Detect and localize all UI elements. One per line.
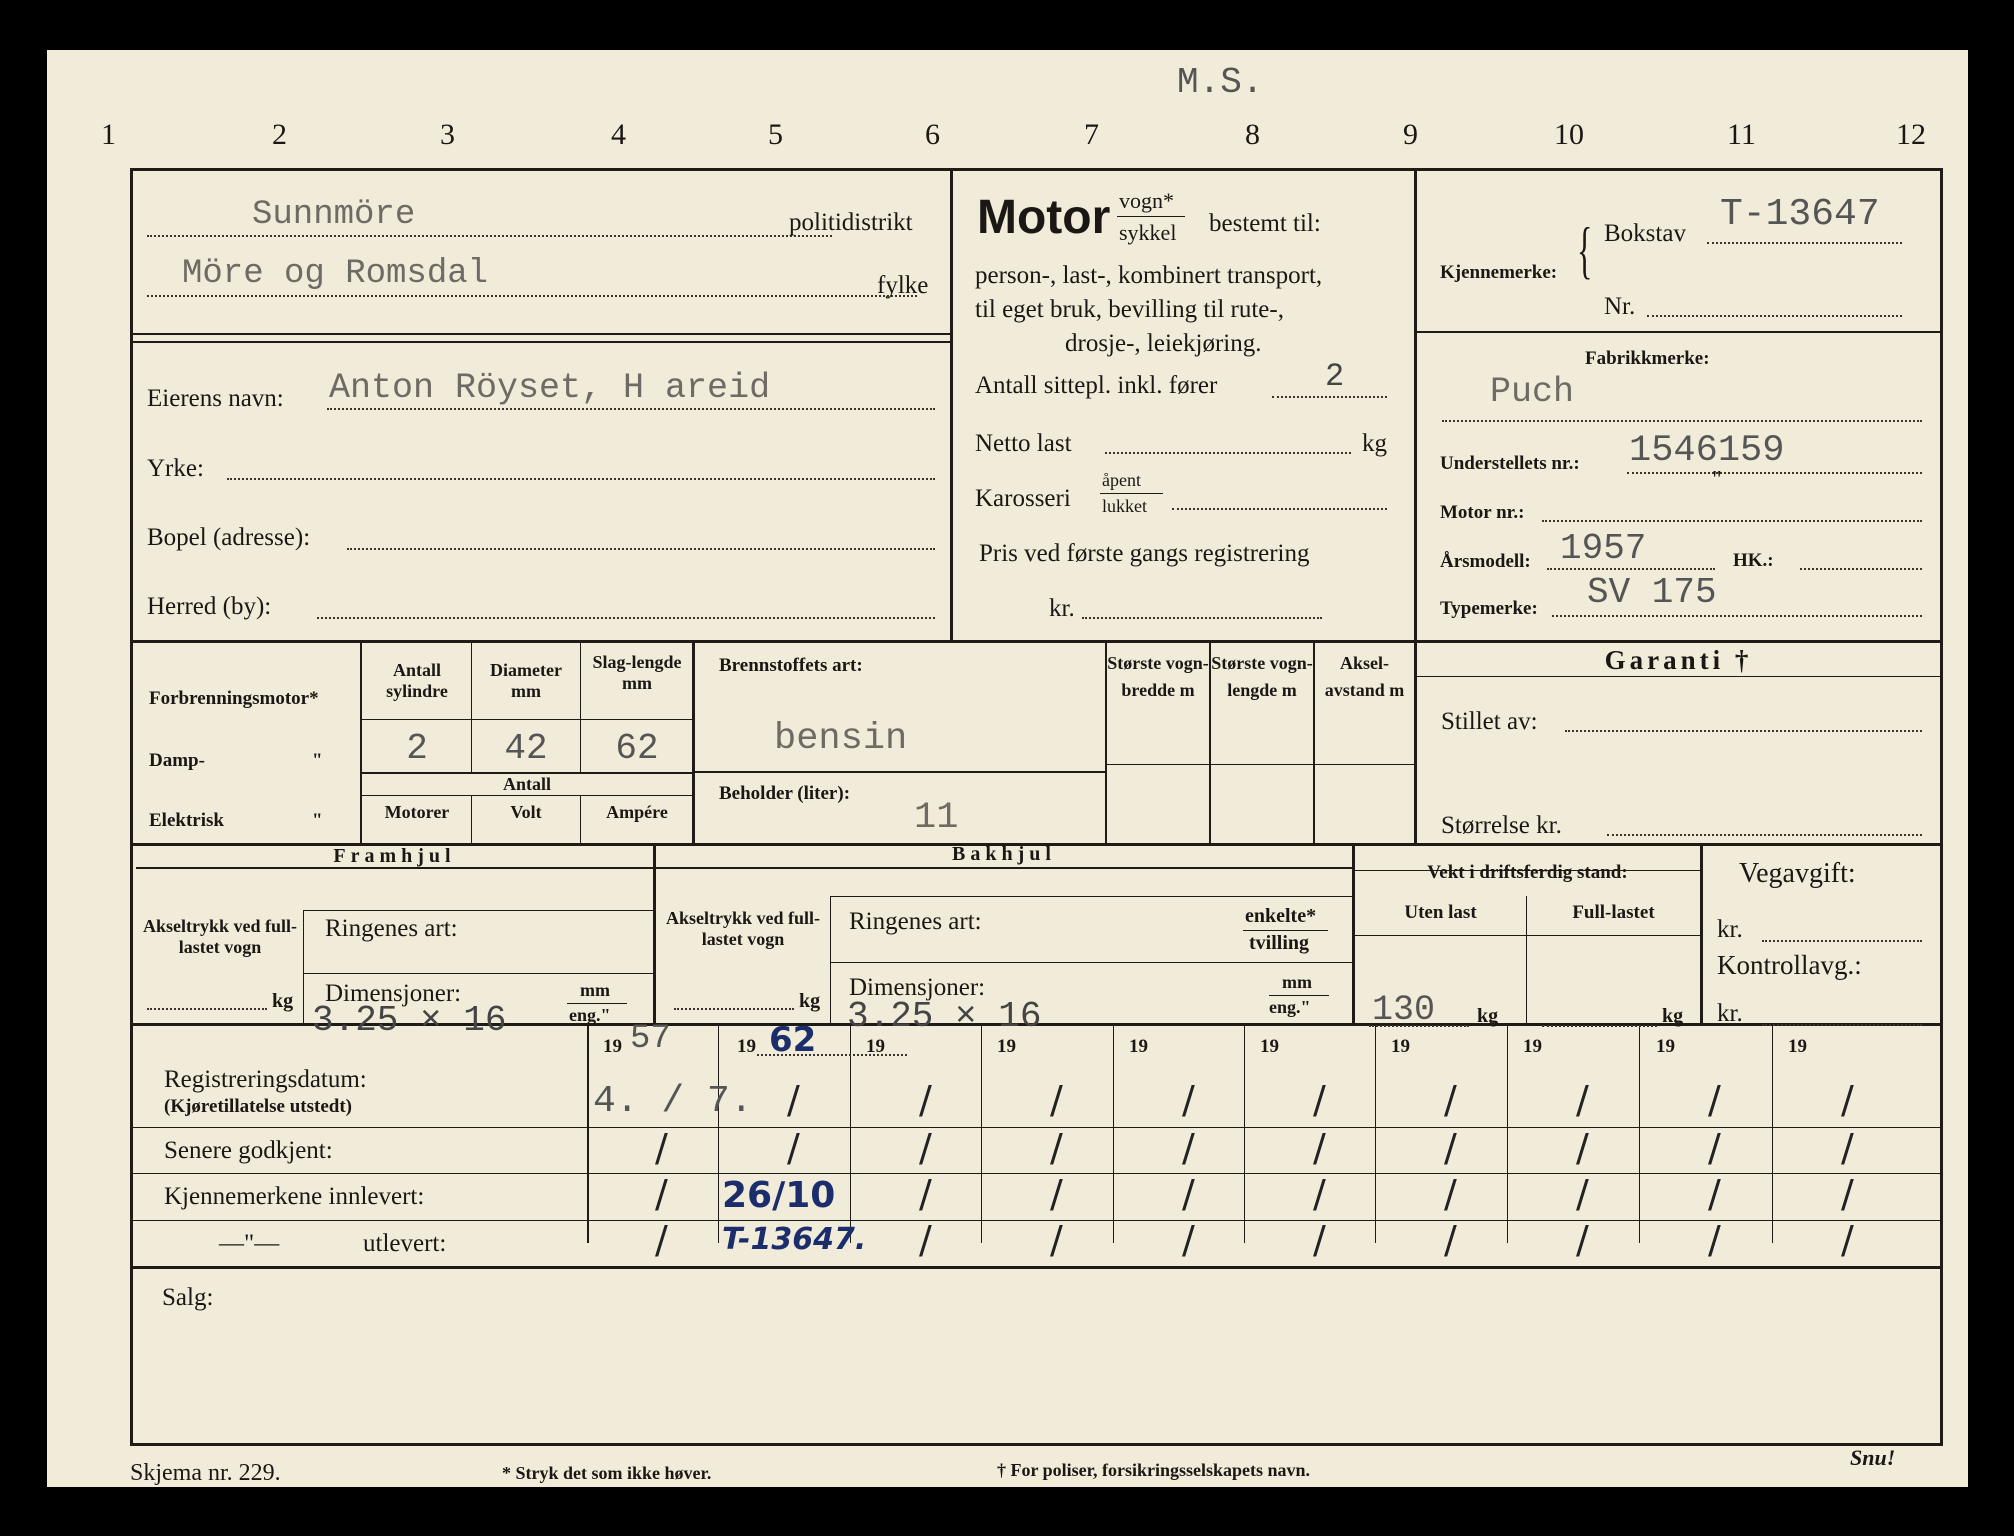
fuel-label: Brennstoffets art: <box>719 655 863 676</box>
year-1962: 62 <box>769 1020 817 1060</box>
kontrollavg-kr: kr. <box>1717 1000 1743 1027</box>
owner-name-label: Eierens navn: <box>147 385 284 412</box>
framhjul-label: Framhjul <box>333 845 456 867</box>
front-kg: kg <box>272 990 294 1012</box>
full-lastet-label: Full-lastet <box>1572 902 1655 923</box>
kjoretillatelse-label: (Kjøretillatelse utstedt) <box>164 1096 353 1117</box>
skjema-nr: Skjema nr. 229. <box>130 1460 281 1486</box>
fuel-value: bensin <box>774 718 908 760</box>
h-bredde: Største vogn-bredde m <box>1107 653 1209 700</box>
beholder-label: Beholder (liter): <box>719 783 851 804</box>
ditto-mark: —"— <box>219 1230 280 1257</box>
ruler-8: 8 <box>1245 118 1260 151</box>
bokstav-label: Bokstav <box>1604 220 1686 247</box>
motor-title: Motor <box>977 191 1111 244</box>
typemerke-label: Typemerke: <box>1440 598 1538 619</box>
elektrisk-label: Elektrisk <box>149 810 224 831</box>
karosseri-lukket: lukket <box>1102 496 1147 516</box>
price-unit: kr. <box>1049 595 1075 622</box>
motor-vogn: vogn* <box>1119 188 1174 213</box>
beholder-value: 11 <box>914 797 959 839</box>
karosseri-apent: åpent <box>1102 470 1141 490</box>
ruler-12: 12 <box>1896 118 1926 151</box>
occupation-label: Yrke: <box>147 455 204 482</box>
arsmodell-value: 1957 <box>1560 528 1647 569</box>
front-mm: mm <box>580 980 610 1000</box>
rear-akseltrykk: Akseltrykk ved full-lastet vogn <box>665 908 820 949</box>
purpose-line3: drosje-, leiekjøring. <box>1065 330 1262 357</box>
salg-label: Salg: <box>162 1284 214 1311</box>
damp-ditto: " <box>312 750 323 771</box>
regdato-label: Registreringsdatum: <box>164 1066 367 1093</box>
ruler-10: 10 <box>1554 118 1584 151</box>
county-label: fylke <box>877 272 929 299</box>
brace: { <box>1577 214 1593 285</box>
netto-label: Netto last <box>975 430 1072 457</box>
utlevert-1962: T-13647. <box>722 1222 867 1257</box>
motor-bestemt: bestemt til: <box>1209 210 1321 237</box>
front-akseltrykk: Akseltrykk ved full-lastet vogn <box>142 916 297 957</box>
h-diameter: Diameter mm <box>490 660 562 701</box>
full-kg: kg <box>1662 1005 1684 1027</box>
ruler-1: 1 <box>101 118 116 151</box>
garanti-label: Garanti † <box>1604 645 1753 675</box>
ruler-3: 3 <box>440 118 455 151</box>
v-sylindre: 2 <box>406 728 428 769</box>
vehicle-registration-card: M.S. 1 2 3 4 5 6 7 8 9 10 11 12 Sunnmöre politidistrikt Möre og Romsdal fylke Eierens navn: Anton Röyset, H areid Yrke: Bopel (adresse): Herred (by): Motor vogn* sykkel bestemt til: person-, last-, kombinert transport, til eget bruk, bevilling til rute-, drosje-, leiekjøring. Antall sittepl. inkl. fører 2 Netto last kg Karosseri åpent lukket Pris ved første gangs registrering kr. Kjennemerke: { Bokstav T-13647 Nr. Fabrikkmerke: Puch Understellets nr.: 1546159 " Motor nr.: Årsmodell: 1957 HK.: Typemerke: SV 175 Forbrenningsmotor* Damp- " Elektrisk " Antall sylindre Diameter mm Slag-lengde mm 2 42 62 Antall Motorer Volt Ampére Brennstoffets art: bensin Beholder (liter): 11 Største vogn-bredde m Største vogn-lengde m Aksel-avstand m Garanti † Stillet av: Størrelse kr. Framhjul Bakhjul Akseltrykk ved full-lastet vogn kg Ringenes art: Dimensjoner: mm eng." 3.25 × 16 Akseltrykk ved full-lastet vogn kg Ringenes art: enkelte* tvilling Dimensjoner: mm eng." 3.25 × 16 Vekt i driftsferdig stand: Uten last Full-lastet 130 kg kg Vegavgift: kr. Kontrollavg.: kr. Registreringsdatum: (Kjøretillatelse utstedt) Senere godkjent: Kjennemerkene innlevert: —"— utlevert: 19 19 19 19 19 19 19 19 19 19 57 62 4. / 7. 26/10 T-13647. / / / / / / / / / / / / / / / / / / / / / / / / / / / / / / / / / / / / / Salg: Skjema nr. 229. * Stryk det som ikke høver. † For poliser, forsikringsselskapets navn. Snu! <box>47 50 1968 1487</box>
utlevert-label: utlevert: <box>363 1230 447 1257</box>
purpose-line1: person-, last-, kombinert transport, <box>975 262 1323 289</box>
innlevert-label: Kjennemerkene innlevert: <box>164 1183 425 1210</box>
reg-date-1957: 4. / 7. <box>593 1080 753 1123</box>
front-eng: eng." <box>569 1005 611 1025</box>
rear-enkelte: enkelte* <box>1245 905 1317 927</box>
nr-label: Nr. <box>1604 293 1636 320</box>
seats-label: Antall sittepl. inkl. fører <box>975 372 1218 399</box>
ruler-2: 2 <box>272 118 287 151</box>
ruler-11: 11 <box>1727 118 1756 151</box>
v-diameter: 42 <box>504 728 548 769</box>
year-1957: 57 <box>630 1020 671 1058</box>
karosseri-label: Karosseri <box>975 485 1071 512</box>
district-label: politidistrikt <box>789 209 913 236</box>
vekt-label: Vekt i driftsferdig stand: <box>1427 862 1628 883</box>
stryk-note: * Stryk det som ikke høver. <box>502 1463 712 1483</box>
fabrikk-label: Fabrikkmerke: <box>1585 348 1710 369</box>
understell-value: 1546159 <box>1629 430 1785 472</box>
h-ampere: Ampére <box>606 802 668 822</box>
h-motorer: Motorer <box>384 802 450 822</box>
front-ringenes: Ringenes art: <box>325 915 458 942</box>
owner-name-value: Anton Röyset, H areid <box>329 368 771 408</box>
ms-mark: M.S. <box>1177 62 1264 103</box>
h-volt: Volt <box>510 802 542 822</box>
hk-label: HK.: <box>1733 550 1774 571</box>
rear-kg: kg <box>799 990 821 1012</box>
price-label: Pris ved første gangs registrering <box>979 540 1310 567</box>
arsmodell-label: Årsmodell: <box>1440 551 1531 572</box>
ruler-6: 6 <box>925 118 940 151</box>
uten-last-value: 130 <box>1372 990 1436 1030</box>
seats-value: 2 <box>1325 358 1345 395</box>
senere-label: Senere godkjent: <box>164 1137 333 1164</box>
h-sylindre: Antall sylindre <box>386 660 448 701</box>
stillet-label: Stillet av: <box>1441 708 1538 735</box>
rear-dim-value: 3.25 × 16 <box>847 996 1042 1037</box>
v-slag: 62 <box>615 728 659 769</box>
understell-ditto: " <box>1712 467 1722 493</box>
h-slag: Slag-lengde mm <box>592 652 682 693</box>
h-aksel: Aksel-avstand m <box>1324 653 1405 700</box>
rear-ringenes: Ringenes art: <box>849 908 982 935</box>
kjennemerke-label: Kjennemerke: <box>1440 262 1558 283</box>
snu-note: Snu! <box>1850 1445 1896 1470</box>
poliser-note: † For poliser, forsikringsselskapets navn. <box>997 1460 1311 1480</box>
forbr-label: Forbrenningsmotor* <box>149 688 319 709</box>
rear-tvilling: tvilling <box>1249 932 1310 954</box>
bakhjul-label: Bakhjul <box>952 843 1056 865</box>
innlevert-1962: 26/10 <box>722 1175 836 1216</box>
h-lengde: Største vogn-lengde m <box>1211 653 1313 700</box>
municipality-label: Herred (by): <box>147 593 272 620</box>
rear-mm: mm <box>1282 972 1312 992</box>
district-value: Sunnmöre <box>252 196 416 234</box>
ruler-7: 7 <box>1084 118 1099 151</box>
elektrisk-ditto: " <box>312 810 323 831</box>
vegavgift-label: Vegavgift: <box>1739 858 1856 889</box>
kontrollavg-label: Kontrollavg.: <box>1717 950 1862 980</box>
county-value: Möre og Romsdal <box>182 255 489 293</box>
ruler-9: 9 <box>1403 118 1418 151</box>
bokstav-value: T-13647 <box>1720 193 1880 236</box>
uten-last-label: Uten last <box>1404 902 1477 923</box>
address-label: Bopel (adresse): <box>147 524 311 551</box>
ruler-5: 5 <box>768 118 783 151</box>
rear-dimensjoner: Dimensjoner: <box>849 974 986 1001</box>
motor-sykkel: sykkel <box>1119 220 1177 245</box>
uten-kg: kg <box>1477 1005 1499 1027</box>
motornr-label: Motor nr.: <box>1440 502 1525 523</box>
typemerke-value: SV 175 <box>1587 572 1717 613</box>
purpose-line2: til eget bruk, bevilling til rute-, <box>975 296 1284 323</box>
rear-eng: eng." <box>1269 997 1311 1017</box>
understell-label: Understellets nr.: <box>1440 453 1580 474</box>
netto-unit: kg <box>1362 430 1387 457</box>
fabrikk-value: Puch <box>1490 372 1575 412</box>
ruler-4: 4 <box>611 118 626 151</box>
damp-label: Damp- <box>149 750 205 771</box>
vegavgift-kr: kr. <box>1717 916 1743 943</box>
storrelse-label: Størrelse kr. <box>1441 812 1562 839</box>
front-dimensjoner: Dimensjoner: <box>325 980 462 1007</box>
front-dim-value: 3.25 × 16 <box>312 1000 507 1041</box>
h-antall: Antall <box>502 774 551 794</box>
